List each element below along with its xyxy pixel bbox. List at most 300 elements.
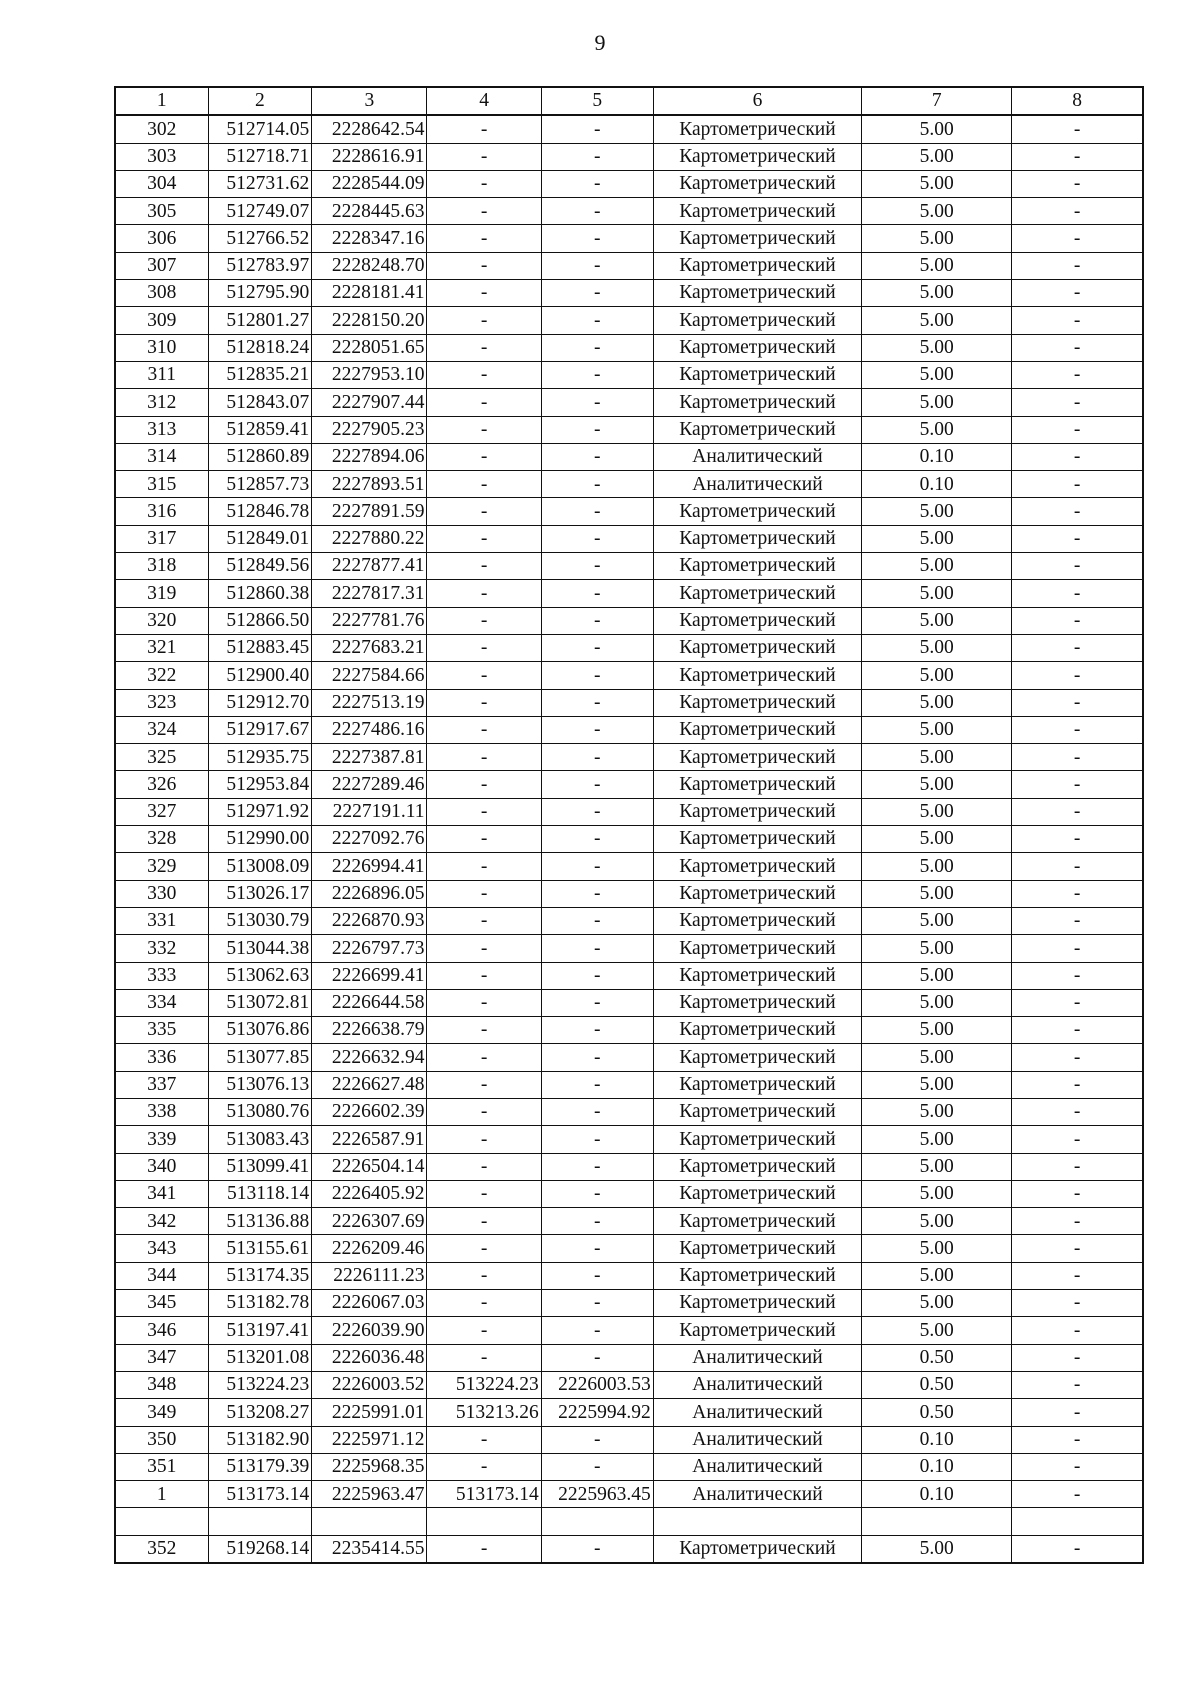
table-cell-col-1: 348	[115, 1371, 208, 1398]
table-row	[115, 1508, 1143, 1535]
table-cell-col-8: -	[1012, 1535, 1143, 1563]
table-cell-col-5: -	[541, 553, 653, 580]
table-cell-col-1: 316	[115, 498, 208, 525]
table-cell-col-6: Картометрический	[653, 1262, 861, 1289]
table-cell-col-8: -	[1012, 1317, 1143, 1344]
table-cell-col-3: 2226870.93	[312, 907, 427, 934]
table-cell-col-5: -	[541, 1153, 653, 1180]
table-cell-col-5: -	[541, 225, 653, 252]
table-cell-col-3: 2227880.22	[312, 525, 427, 552]
table-cell-col-3: 2227486.16	[312, 716, 427, 743]
table-cell-col-2: 512718.71	[208, 143, 312, 170]
table-cell-col-5: -	[541, 1262, 653, 1289]
table-cell-col-6: Картометрический	[653, 198, 861, 225]
table-row	[115, 1098, 1143, 1125]
table-cell-col-2: 513030.79	[208, 907, 312, 934]
table-cell-col-3: 2226036.48	[312, 1344, 427, 1371]
table-cell-col-5: -	[541, 334, 653, 361]
table-row	[115, 498, 1143, 525]
table-cell-col-5: -	[541, 170, 653, 197]
table-cell-col-7: 5.00	[862, 1017, 1012, 1044]
table-cell-col-1: 350	[115, 1426, 208, 1453]
table-cell-col-3: 2226111.23	[312, 1262, 427, 1289]
table-cell-col-1: 302	[115, 115, 208, 143]
table-cell-col-4: -	[427, 1180, 541, 1207]
table-cell-col-4: -	[427, 416, 541, 443]
table-cell-col-3: 2226307.69	[312, 1208, 427, 1235]
table-cell-col-2: 512795.90	[208, 280, 312, 307]
table-cell-col-1: 319	[115, 580, 208, 607]
table-cell-col-8: -	[1012, 1481, 1143, 1508]
table-cell-col-6: Картометрический	[653, 416, 861, 443]
table-cell-col-2: 519268.14	[208, 1535, 312, 1563]
table-cell-col-5: -	[541, 1071, 653, 1098]
table-cell-col-8: -	[1012, 361, 1143, 388]
table-cell-col-4: -	[427, 1235, 541, 1262]
table-cell-col-7: 5.00	[862, 771, 1012, 798]
column-header-5: 5	[541, 87, 653, 115]
table-cell-col-1: 312	[115, 389, 208, 416]
table-cell-col-8: -	[1012, 580, 1143, 607]
table-cell-col-2: 513197.41	[208, 1317, 312, 1344]
table-cell-col-6: Картометрический	[653, 962, 861, 989]
table-cell-col-5: -	[541, 826, 653, 853]
table-cell-col-6: Картометрический	[653, 225, 861, 252]
table-cell-col-7: 5.00	[862, 1098, 1012, 1125]
table-cell-col-6: Картометрический	[653, 1180, 861, 1207]
table-cell-col-6: Аналитический	[653, 1344, 861, 1371]
table-cell-col-2: 513136.88	[208, 1208, 312, 1235]
table-cell-col-4: -	[427, 1426, 541, 1453]
table-cell-col-1: 345	[115, 1290, 208, 1317]
table-cell-col-2: 512860.38	[208, 580, 312, 607]
table-cell-col-1: 309	[115, 307, 208, 334]
table-cell-col-3: 2227891.59	[312, 498, 427, 525]
table-cell-col-6: Картометрический	[653, 1208, 861, 1235]
table-cell-col-3: 2226587.91	[312, 1126, 427, 1153]
table-cell-col-8: -	[1012, 225, 1143, 252]
table-cell-col-2: 513026.17	[208, 880, 312, 907]
table-cell-col-8: -	[1012, 744, 1143, 771]
table-cell-col-2: 512971.92	[208, 798, 312, 825]
table-cell-col-4: -	[427, 607, 541, 634]
table-row	[115, 361, 1143, 388]
table-cell-col-7: 5.00	[862, 798, 1012, 825]
column-header-2: 2	[208, 87, 312, 115]
table-cell-col-6: Картометрический	[653, 1535, 861, 1563]
table-cell-col-5: -	[541, 525, 653, 552]
table-cell-col-4: 513213.26	[427, 1399, 541, 1426]
table-cell-col-6: Картометрический	[653, 634, 861, 661]
table-cell-col-8: -	[1012, 634, 1143, 661]
table-cell-col-1: 349	[115, 1399, 208, 1426]
table-cell-col-3: 2235414.55	[312, 1535, 427, 1563]
table-cell-col-8: -	[1012, 471, 1143, 498]
table-row	[115, 634, 1143, 661]
table-cell-col-7: 5.00	[862, 334, 1012, 361]
table-cell-col-1: 328	[115, 826, 208, 853]
table-cell-col-7: 0.10	[862, 1481, 1012, 1508]
table-cell-col-4: -	[427, 1126, 541, 1153]
table-cell-col-7: 5.00	[862, 170, 1012, 197]
table-cell-col-1: 352	[115, 1535, 208, 1563]
table-cell-col-1	[115, 1508, 208, 1535]
table-row	[115, 580, 1143, 607]
table-cell-col-7: 5.00	[862, 1071, 1012, 1098]
table-cell-col-3: 2225991.01	[312, 1399, 427, 1426]
table-cell-col-7: 5.00	[862, 826, 1012, 853]
table-cell-col-3: 2227953.10	[312, 361, 427, 388]
table-cell-col-7: 0.10	[862, 1426, 1012, 1453]
table-cell-col-7: 5.00	[862, 1290, 1012, 1317]
table-cell-col-2: 512846.78	[208, 498, 312, 525]
table-cell-col-8: -	[1012, 1344, 1143, 1371]
table-cell-col-4: -	[427, 525, 541, 552]
table-cell-col-5: -	[541, 1126, 653, 1153]
table-row	[115, 252, 1143, 279]
table-cell-col-6: Аналитический	[653, 1481, 861, 1508]
table-cell-col-4: -	[427, 471, 541, 498]
table-cell-col-8: -	[1012, 826, 1143, 853]
table-cell-col-5: -	[541, 471, 653, 498]
table-cell-col-2: 513173.14	[208, 1481, 312, 1508]
table-row	[115, 907, 1143, 934]
table-cell-col-3: 2226039.90	[312, 1317, 427, 1344]
table-cell-col-2	[208, 1508, 312, 1535]
table-cell-col-1: 335	[115, 1017, 208, 1044]
table-row	[115, 716, 1143, 743]
table-cell-col-7: 5.00	[862, 935, 1012, 962]
table-cell-col-1: 338	[115, 1098, 208, 1125]
table-cell-col-2: 513080.76	[208, 1098, 312, 1125]
table-row	[115, 1371, 1143, 1398]
table-cell-col-5: -	[541, 880, 653, 907]
table-row	[115, 1208, 1143, 1235]
table-cell-col-5: -	[541, 989, 653, 1016]
table-cell-col-7: 5.00	[862, 307, 1012, 334]
table-cell-col-5: -	[541, 907, 653, 934]
table-cell-col-4: -	[427, 1535, 541, 1563]
table-cell-col-4: -	[427, 744, 541, 771]
table-cell-col-5: 2225963.45	[541, 1481, 653, 1508]
table-cell-col-8: -	[1012, 170, 1143, 197]
table-cell-col-4: -	[427, 1453, 541, 1480]
table-cell-col-2: 512849.56	[208, 553, 312, 580]
table-row	[115, 443, 1143, 470]
table-cell-col-1: 334	[115, 989, 208, 1016]
table-cell-col-3: 2227683.21	[312, 634, 427, 661]
table-cell-col-7: 0.10	[862, 471, 1012, 498]
table-row	[115, 798, 1143, 825]
table-row	[115, 225, 1143, 252]
table-cell-col-6: Аналитический	[653, 1426, 861, 1453]
table-cell-col-3: 2225963.47	[312, 1481, 427, 1508]
table-cell-col-5: -	[541, 853, 653, 880]
table-cell-col-7: 5.00	[862, 1317, 1012, 1344]
table-cell-col-3: 2227877.41	[312, 553, 427, 580]
table-cell-col-4: -	[427, 1071, 541, 1098]
table-row	[115, 307, 1143, 334]
table-cell-col-6: Аналитический	[653, 443, 861, 470]
table-cell-col-1: 321	[115, 634, 208, 661]
table-cell-col-1: 324	[115, 716, 208, 743]
table-cell-col-3: 2228347.16	[312, 225, 427, 252]
table-row	[115, 143, 1143, 170]
table-cell-col-6: Картометрический	[653, 662, 861, 689]
table-cell-col-8: -	[1012, 252, 1143, 279]
table-cell-col-8: -	[1012, 989, 1143, 1016]
table-cell-col-3: 2227893.51	[312, 471, 427, 498]
table-cell-col-4: -	[427, 989, 541, 1016]
table-cell-col-5: -	[541, 634, 653, 661]
table-cell-col-8: -	[1012, 525, 1143, 552]
table-cell-col-7: 0.50	[862, 1344, 1012, 1371]
table-cell-col-2: 512818.24	[208, 334, 312, 361]
table-cell-col-8: -	[1012, 1153, 1143, 1180]
table-cell-col-2: 512935.75	[208, 744, 312, 771]
table-cell-col-5: -	[541, 580, 653, 607]
table-cell-col-6: Картометрический	[653, 880, 861, 907]
table-cell-col-4: -	[427, 143, 541, 170]
table-cell-col-8: -	[1012, 1180, 1143, 1207]
table-cell-col-3: 2227513.19	[312, 689, 427, 716]
table-row	[115, 989, 1143, 1016]
table-cell-col-1: 351	[115, 1453, 208, 1480]
table-cell-col-4: -	[427, 1344, 541, 1371]
table-row	[115, 607, 1143, 634]
table-cell-col-7: 5.00	[862, 361, 1012, 388]
table-cell-col-3: 2228051.65	[312, 334, 427, 361]
table-cell-col-8: -	[1012, 607, 1143, 634]
table-row	[115, 280, 1143, 307]
table-cell-col-1: 320	[115, 607, 208, 634]
table-cell-col-2: 512900.40	[208, 662, 312, 689]
table-cell-col-1: 340	[115, 1153, 208, 1180]
column-header-7: 7	[862, 87, 1012, 115]
table-cell-col-1: 305	[115, 198, 208, 225]
table-cell-col-3: 2228445.63	[312, 198, 427, 225]
table-cell-col-6: Картометрический	[653, 525, 861, 552]
table-cell-col-1: 330	[115, 880, 208, 907]
table-cell-col-7: 5.00	[862, 907, 1012, 934]
table-cell-col-6: Картометрический	[653, 280, 861, 307]
table-cell-col-7: 5.00	[862, 716, 1012, 743]
table-cell-col-3: 2227191.11	[312, 798, 427, 825]
table-cell-col-5: 2226003.53	[541, 1371, 653, 1398]
table-cell-col-7: 0.50	[862, 1399, 1012, 1426]
table-cell-col-4: -	[427, 115, 541, 143]
table-cell-col-8: -	[1012, 1426, 1143, 1453]
table-cell-col-3: 2228150.20	[312, 307, 427, 334]
table-cell-col-5: -	[541, 1235, 653, 1262]
table-cell-col-3: 2227907.44	[312, 389, 427, 416]
table-cell-col-5: -	[541, 498, 653, 525]
table-cell-col-8: -	[1012, 443, 1143, 470]
table-cell-col-3: 2228181.41	[312, 280, 427, 307]
table-cell-col-2: 513077.85	[208, 1044, 312, 1071]
table-cell-col-4: -	[427, 553, 541, 580]
table-cell-col-6: Картометрический	[653, 170, 861, 197]
table-cell-col-4: -	[427, 798, 541, 825]
table-cell-col-5: -	[541, 798, 653, 825]
table-cell-col-7: 5.00	[862, 252, 1012, 279]
table-cell-col-3: 2228544.09	[312, 170, 427, 197]
table-cell-col-3: 2226627.48	[312, 1071, 427, 1098]
table-cell-col-4: -	[427, 1208, 541, 1235]
table-cell-col-2: 512953.84	[208, 771, 312, 798]
table-cell-col-7: 5.00	[862, 989, 1012, 1016]
table-cell-col-3: 2226602.39	[312, 1098, 427, 1125]
table-cell-col-8: -	[1012, 389, 1143, 416]
table-cell-col-4: -	[427, 1290, 541, 1317]
table-cell-col-8: -	[1012, 280, 1143, 307]
table-cell-col-7: 5.00	[862, 225, 1012, 252]
coordinates-table	[114, 86, 1144, 1564]
table-cell-col-5: -	[541, 962, 653, 989]
table-cell-col-2: 513072.81	[208, 989, 312, 1016]
table-cell-col-1: 342	[115, 1208, 208, 1235]
table-cell-col-3: 2228616.91	[312, 143, 427, 170]
table-row	[115, 1153, 1143, 1180]
table-cell-col-7: 5.00	[862, 689, 1012, 716]
table-cell-col-2: 512783.97	[208, 252, 312, 279]
table-row	[115, 1262, 1143, 1289]
table-cell-col-7: 5.00	[862, 1044, 1012, 1071]
table-cell-col-6: Картометрический	[653, 498, 861, 525]
table-cell-col-5: -	[541, 1017, 653, 1044]
table-cell-col-5: -	[541, 1317, 653, 1344]
table-cell-col-8: -	[1012, 1044, 1143, 1071]
table-cell-col-5: -	[541, 689, 653, 716]
table-row	[115, 1344, 1143, 1371]
table-cell-col-7: 5.00	[862, 880, 1012, 907]
table-cell-col-2: 513155.61	[208, 1235, 312, 1262]
table-row	[115, 1399, 1143, 1426]
table-cell-col-4: -	[427, 580, 541, 607]
table-cell-col-8: -	[1012, 1262, 1143, 1289]
table-cell-col-3: 2227092.76	[312, 826, 427, 853]
table-cell-col-1: 1	[115, 1481, 208, 1508]
table-cell-col-5: -	[541, 143, 653, 170]
table-cell-col-1: 331	[115, 907, 208, 934]
table-cell-col-5: -	[541, 716, 653, 743]
table-cell-col-6: Картометрический	[653, 1235, 861, 1262]
table-cell-col-4: -	[427, 689, 541, 716]
table-cell-col-3: 2228248.70	[312, 252, 427, 279]
table-cell-col-5: -	[541, 771, 653, 798]
column-header-3: 3	[312, 87, 427, 115]
table-cell-col-1: 325	[115, 744, 208, 771]
table-cell-col-4: -	[427, 280, 541, 307]
table-cell-col-4: -	[427, 307, 541, 334]
table-cell-col-8: -	[1012, 198, 1143, 225]
table-cell-col-7: 5.00	[862, 498, 1012, 525]
table-cell-col-2: 513174.35	[208, 1262, 312, 1289]
table-cell-col-4: -	[427, 443, 541, 470]
table-cell-col-6: Картометрический	[653, 771, 861, 798]
table-cell-col-1: 315	[115, 471, 208, 498]
table-cell-col-6: Аналитический	[653, 1399, 861, 1426]
table-cell-col-1: 346	[115, 1317, 208, 1344]
table-cell-col-4: -	[427, 334, 541, 361]
table-cell-col-8: -	[1012, 689, 1143, 716]
table-cell-col-7: 5.00	[862, 962, 1012, 989]
table-cell-col-3: 2226003.52	[312, 1371, 427, 1398]
table-cell-col-8: -	[1012, 771, 1143, 798]
table-cell-col-5: -	[541, 607, 653, 634]
table-cell-col-6: Картометрический	[653, 1290, 861, 1317]
table-cell-col-4: -	[427, 252, 541, 279]
table-cell-col-5: -	[541, 935, 653, 962]
table-cell-col-7: 5.00	[862, 662, 1012, 689]
table-cell-col-1: 329	[115, 853, 208, 880]
table-cell-col-2: 512731.62	[208, 170, 312, 197]
table-cell-col-7: 5.00	[862, 280, 1012, 307]
table-cell-col-4: -	[427, 634, 541, 661]
table-cell-col-4: -	[427, 907, 541, 934]
table-cell-col-7: 0.10	[862, 443, 1012, 470]
table-cell-col-1: 336	[115, 1044, 208, 1071]
table-cell-col-7: 0.10	[862, 1453, 1012, 1480]
table-cell-col-3: 2226632.94	[312, 1044, 427, 1071]
table-row	[115, 662, 1143, 689]
table-cell-col-2: 513044.38	[208, 935, 312, 962]
table-cell-col-3: 2226797.73	[312, 935, 427, 962]
table-cell-col-6: Картометрический	[653, 361, 861, 388]
table-cell-col-1: 307	[115, 252, 208, 279]
table-cell-col-2: 512714.05	[208, 115, 312, 143]
table-cell-col-6: Картометрический	[653, 907, 861, 934]
table-cell-col-8: -	[1012, 416, 1143, 443]
table-cell-col-1: 347	[115, 1344, 208, 1371]
table-cell-col-5: -	[541, 198, 653, 225]
table-row	[115, 1180, 1143, 1207]
table-cell-col-5: -	[541, 1044, 653, 1071]
table-cell-col-2: 512860.89	[208, 443, 312, 470]
table-cell-col-7: 5.00	[862, 853, 1012, 880]
table-cell-col-4: -	[427, 935, 541, 962]
table-cell-col-8: -	[1012, 1290, 1143, 1317]
table-cell-col-7: 5.00	[862, 580, 1012, 607]
table-cell-col-7: 5.00	[862, 553, 1012, 580]
table-cell-col-3: 2227289.46	[312, 771, 427, 798]
table-cell-col-5: -	[541, 280, 653, 307]
table-cell-col-8: -	[1012, 1453, 1143, 1480]
table-cell-col-2: 512990.00	[208, 826, 312, 853]
table-cell-col-1: 322	[115, 662, 208, 689]
table-cell-col-1: 304	[115, 170, 208, 197]
table-row	[115, 170, 1143, 197]
table-cell-col-1: 326	[115, 771, 208, 798]
table-cell-col-6	[653, 1508, 861, 1535]
table-cell-col-6: Картометрический	[653, 580, 861, 607]
table-cell-col-3: 2226067.03	[312, 1290, 427, 1317]
table-cell-col-5: -	[541, 416, 653, 443]
table-cell-col-8: -	[1012, 1098, 1143, 1125]
table-cell-col-5: -	[541, 744, 653, 771]
table-row	[115, 334, 1143, 361]
table-cell-col-6: Картометрический	[653, 853, 861, 880]
table-cell-col-6: Картометрический	[653, 1098, 861, 1125]
table-cell-col-6: Картометрический	[653, 143, 861, 170]
table-cell-col-1: 341	[115, 1180, 208, 1207]
table-cell-col-8: -	[1012, 1071, 1143, 1098]
table-row	[115, 1535, 1143, 1563]
table-cell-col-1: 344	[115, 1262, 208, 1289]
table-cell-col-8: -	[1012, 115, 1143, 143]
table-cell-col-8: -	[1012, 1126, 1143, 1153]
table-row	[115, 962, 1143, 989]
